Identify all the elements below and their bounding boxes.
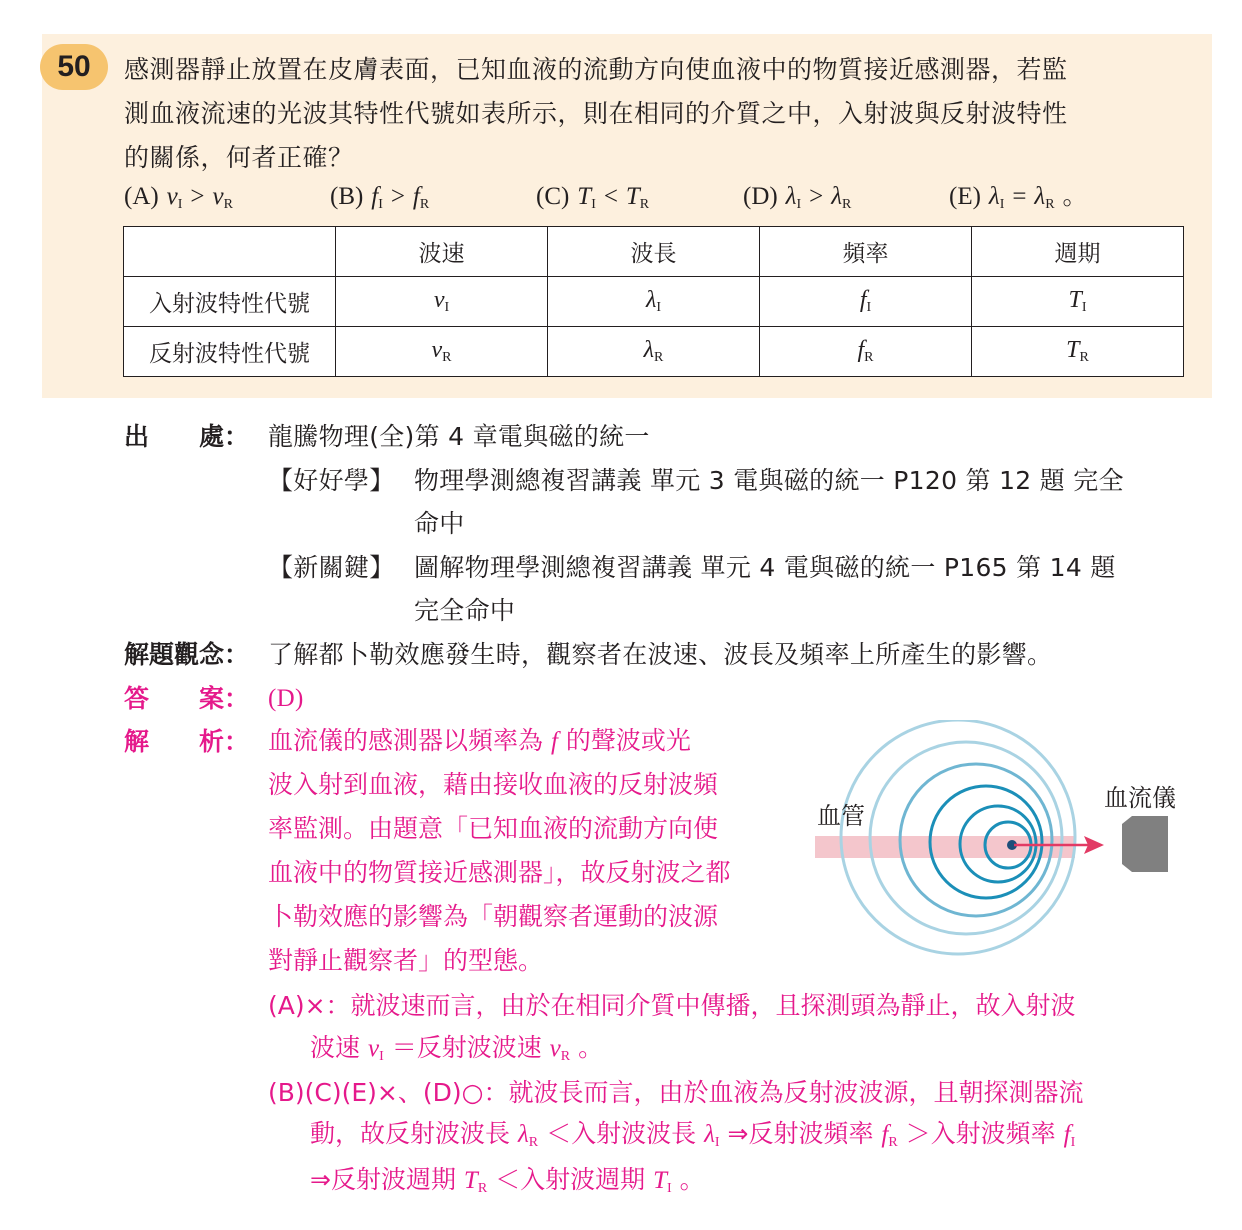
flow-meter-device	[1122, 816, 1168, 872]
answer-value: (D)	[268, 685, 304, 712]
option-a: (A) $v_I > v_R$	[124, 183, 233, 212]
option-b: (B) $f_I > f_R$	[330, 183, 430, 212]
table-header-cell: 頻率	[760, 227, 972, 277]
analysis-line-1: 血流儀的感測器以頻率為 f 的聲波或光	[268, 726, 691, 755]
table-cell: $T_I$	[972, 277, 1184, 327]
table-row	[124, 327, 1184, 377]
analysis-bcde-line-1: (B)(C)(E)×、(D)○：就波長而言，由於血液為反射波波源，且朝探測器流	[268, 1078, 1084, 1107]
ref2-tag: 【新關鍵】	[268, 553, 395, 582]
table-header-row	[124, 227, 1184, 277]
source-label: 出 處：	[124, 422, 250, 451]
table-row-label: 反射波特性代號	[124, 327, 336, 377]
table-cell: $f_I$	[760, 277, 972, 327]
option-d: (D) $\lambda_I > \lambda_R$	[743, 183, 852, 212]
option-c: (C) $T_I < T_R$	[536, 183, 650, 212]
analysis-bcde-line-2: 動，故反射波波長 $\lambda_R$ ＜入射波波長 $\lambda_I$ ⇒反射波頻率 $f_R$ ＞入射波頻率 $f_I$	[310, 1119, 1076, 1150]
analysis-a-line-1: (A)×：就波速而言，由於在相同介質中傳播，且探測頭為靜止，故入射波	[268, 991, 1076, 1020]
table-cell: $v_R$	[336, 327, 548, 377]
table-cell: $\lambda_R$	[548, 327, 760, 377]
concept-label: 解題觀念：	[124, 640, 250, 669]
doppler-figure	[800, 720, 1200, 970]
device-label: 血流儀	[1104, 784, 1176, 812]
concept-text: 了解都卜勒效應發生時，觀察者在波速、波長及頻率上所產生的影響。	[268, 640, 1053, 669]
table-cell: $v_I$	[336, 277, 548, 327]
table-cell: $T_R$	[972, 327, 1184, 377]
analysis-line-2: 波入射到血液，藉由接收血液的反射波頻	[268, 770, 719, 799]
table-header-cell: 波速	[336, 227, 548, 277]
table-cell: $\lambda_I$	[548, 277, 760, 327]
ref2-line-2: 完全命中	[414, 596, 516, 625]
table-header-cell: 週期	[972, 227, 1184, 277]
option-e: (E) $\lambda_I = \lambda_R$ 。	[949, 181, 1088, 212]
question-number-badge: 50	[40, 44, 108, 90]
analysis-a-line-2: 波速 $v_I$ ＝反射波波速 $v_R$ 。	[310, 1033, 604, 1064]
question-stem-line-1: 感測器靜止放置在皮膚表面，已知血液的流動方向使血液中的物質接近感測器，若監	[124, 55, 1068, 84]
analysis-line-5: 卜勒效應的影響為「朝觀察者運動的波源	[268, 902, 719, 931]
table-row	[124, 277, 1184, 327]
answer-label: 答 案：	[124, 684, 250, 713]
analysis-line-3: 率監測。由題意「已知血液的流動方向使	[268, 814, 719, 843]
table-cell: $f_R$	[760, 327, 972, 377]
ref1-line-2: 命中	[414, 509, 465, 538]
source-line: 龍騰物理(全)第 4 章電與磁的統一	[268, 422, 650, 451]
ref1-tag: 【好好學】	[268, 466, 395, 495]
vessel-label: 血管	[817, 802, 865, 830]
ref2-line-1: 圖解物理學測總複習講義 單元 4 電與磁的統一 P165 第 14 題	[414, 553, 1116, 582]
analysis-line-6: 對靜止觀察者」的型態。	[268, 946, 544, 975]
analysis-bcde-line-3: ⇒反射波週期 $T_R$ ＜入射波週期 $T_I$ 。	[310, 1165, 705, 1196]
ref1-line-1: 物理學測總複習講義 單元 3 電與磁的統一 P120 第 12 題 完全	[414, 466, 1124, 495]
analysis-line-4: 血液中的物質接近感測器」，故反射波之都	[268, 858, 731, 887]
question-stem-line-2: 測血液流速的光波其特性代號如表所示，則在相同的介質之中，入射波與反射波特性	[124, 99, 1068, 128]
analysis-label: 解 析：	[124, 727, 250, 756]
table-header-cell: 波長	[548, 227, 760, 277]
table-row-label: 入射波特性代號	[124, 277, 336, 327]
question-stem-line-3: 的關係，何者正確？	[124, 143, 354, 172]
wave-property-table	[123, 226, 1184, 377]
table-header-cell	[124, 227, 336, 277]
